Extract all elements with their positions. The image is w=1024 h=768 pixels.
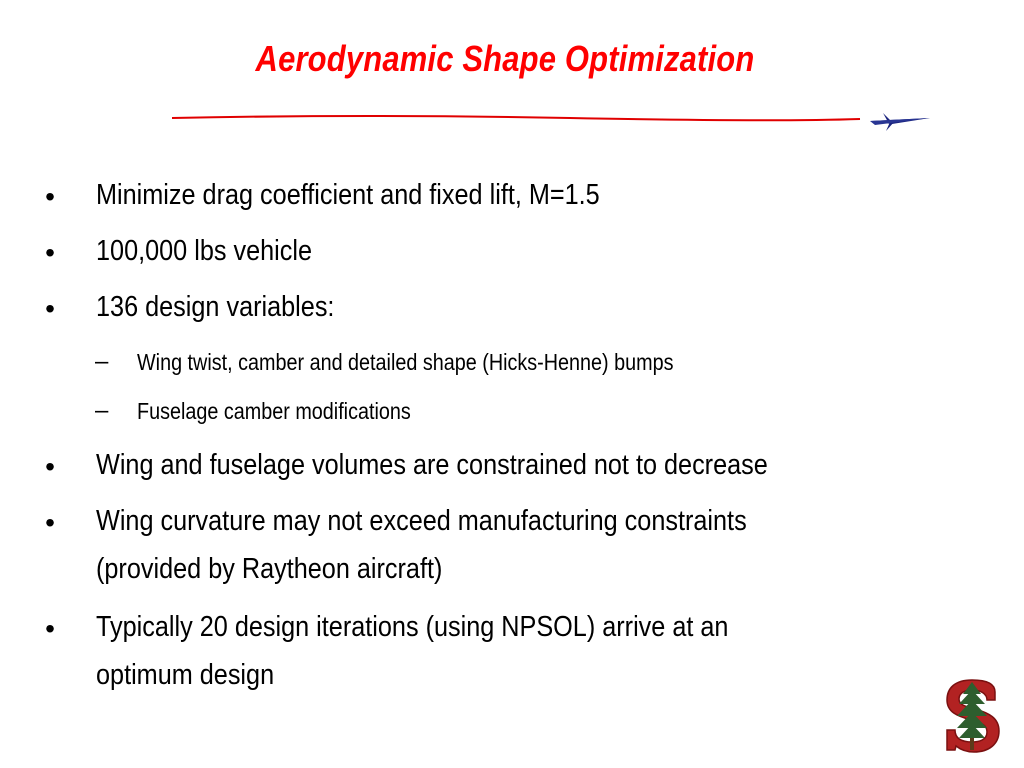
- bullet-marker: •: [45, 293, 55, 324]
- stanford-logo: [943, 678, 1001, 754]
- bullet-text: Typically 20 design iterations (using NPSOL) arrive at an: [96, 611, 729, 643]
- sub-bullet-text: Wing twist, camber and detailed shape (Hicks-Henne) bumps: [137, 349, 674, 375]
- bullet-text: 100,000 lbs vehicle: [96, 235, 313, 267]
- bullet-marker: •: [45, 181, 55, 212]
- bullet-text: Minimize drag coefficient and fixed lift, M=1.5: [96, 179, 600, 211]
- bullet-text: 136 design variables:: [96, 291, 335, 323]
- slide-title: Aerodynamic Shape Optimization: [255, 38, 755, 79]
- bullet-text: Wing and fuselage volumes are constrained not to decrease: [96, 449, 768, 481]
- bullet-marker: •: [45, 613, 55, 644]
- bullet-text-continued: (provided by Raytheon aircraft): [96, 553, 443, 585]
- bullet-text-continued: optimum design: [96, 659, 275, 691]
- sub-bullet-marker: –: [95, 397, 109, 424]
- sub-bullet-text: Fuselage camber modifications: [137, 398, 411, 424]
- bullet-marker: •: [45, 237, 55, 268]
- bullet-marker: •: [45, 507, 55, 538]
- sub-bullet-marker: –: [95, 348, 109, 375]
- bullet-text: Wing curvature may not exceed manufacturing constraints: [96, 505, 747, 537]
- bullet-marker: •: [45, 451, 55, 482]
